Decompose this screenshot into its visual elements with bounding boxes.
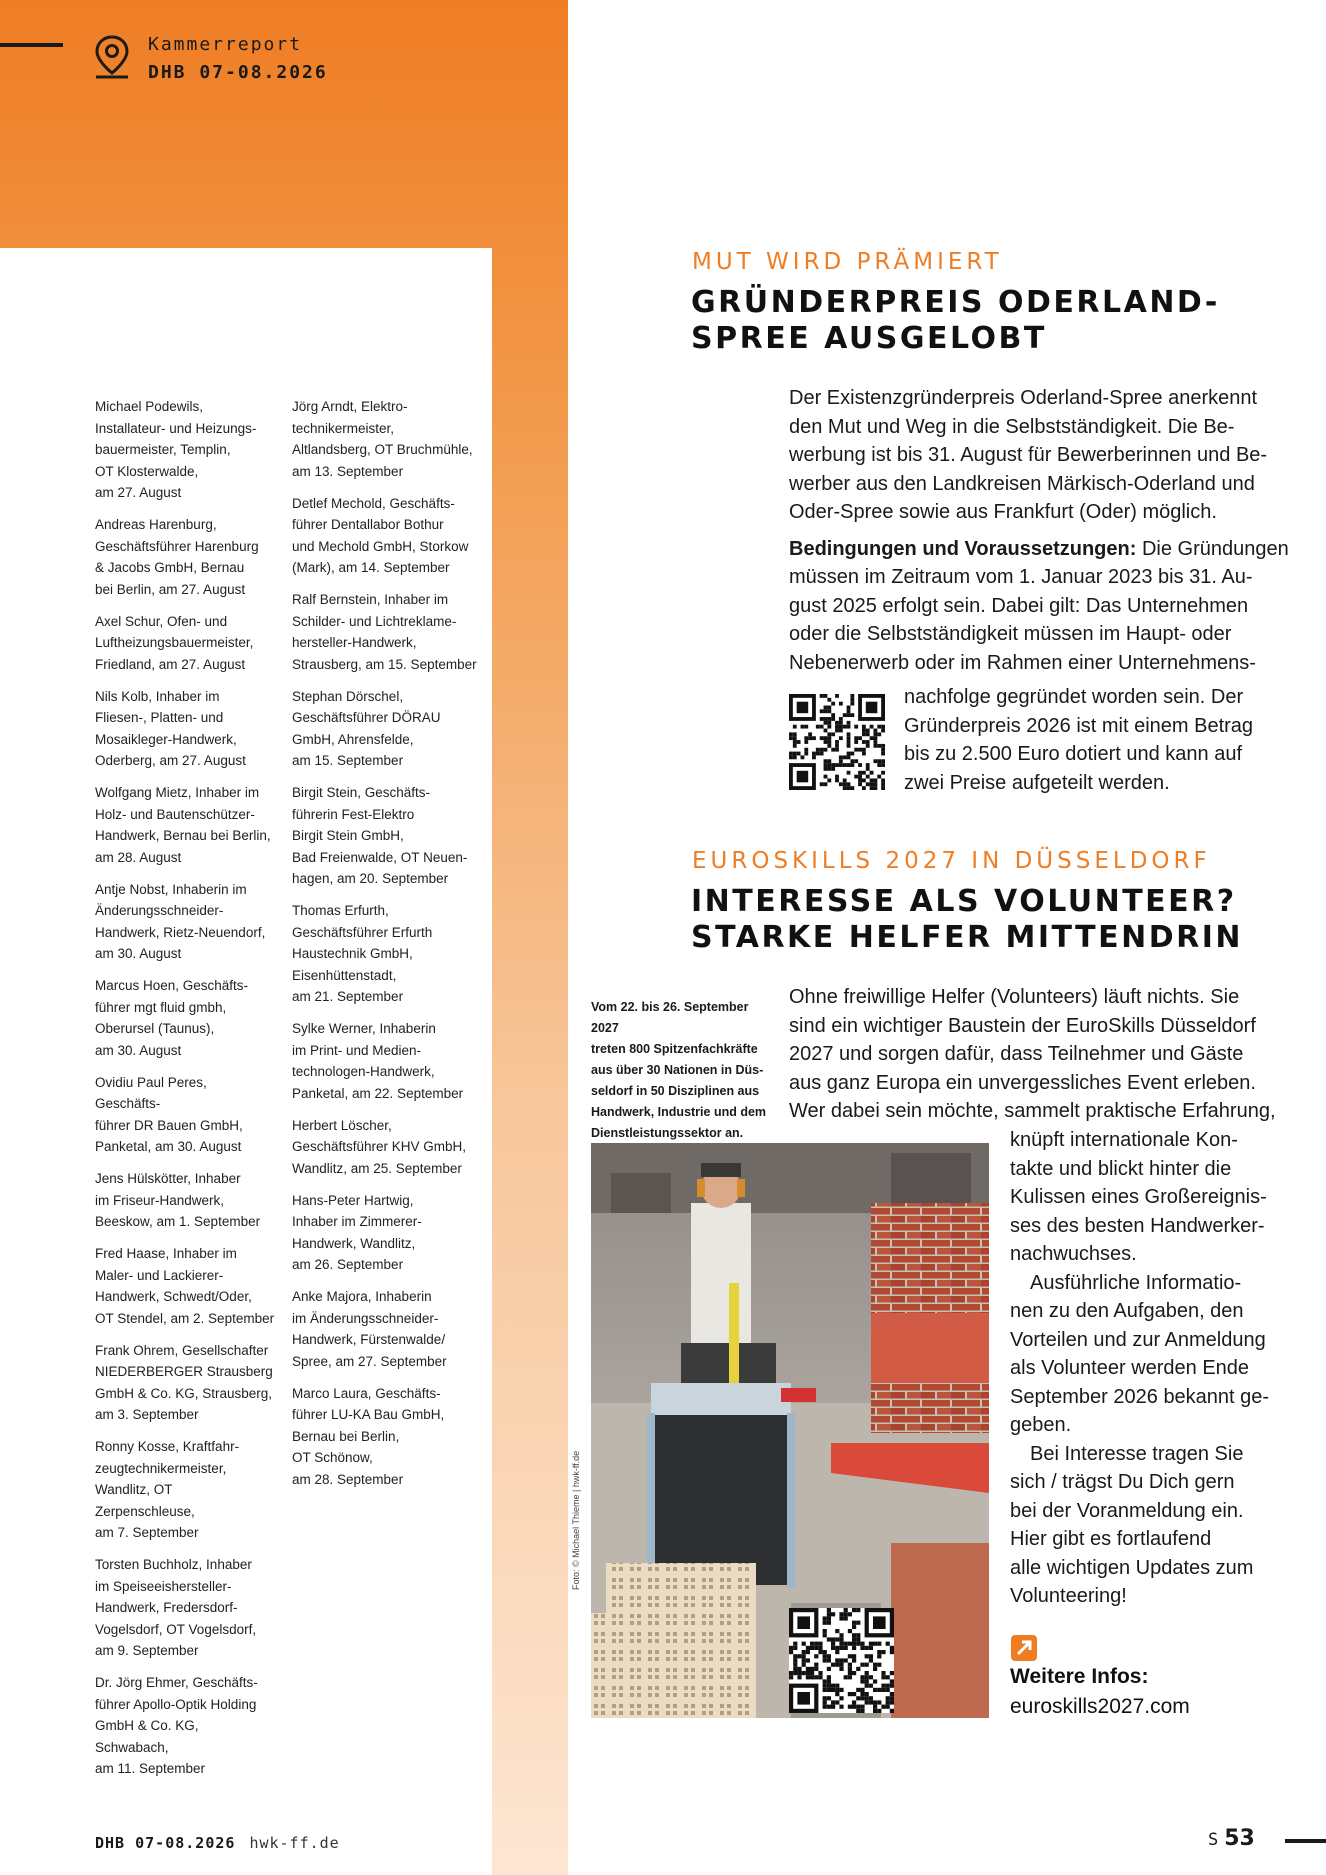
anniversary-list-col2 <box>292 396 482 1501</box>
article1-para2 <box>789 535 1289 678</box>
anniversary-entry: Thomas Erfurth, Geschäftsführer Erfurth Haustechnik GmbH, Eisenhüttenstadt, am 21. September <box>292 903 433 1004</box>
anniversary-entry: Wolfgang Mietz, Inhaber im Holz- und Bautenschützer- Handwerk, Bernau bei Berlin, am 28. August <box>95 785 271 865</box>
issue-label: DHB 07-08.2026 <box>148 62 328 83</box>
qr-code-euroskills[interactable] <box>789 1608 894 1713</box>
article1-headline <box>691 285 1220 357</box>
location-pin-icon <box>92 34 132 80</box>
anniversary-list-col1 <box>95 396 275 1790</box>
anniversary-entry: Frank Ohrem, Gesellschafter NIEDERBERGER Strausberg GmbH & Co. KG, Strausberg, am 3. September <box>95 1342 273 1422</box>
anniversary-entry: Dr. Jörg Ehmer, Geschäfts- führer Apollo-Optik Holding GmbH & Co. KG, Schwabach, am 11. September <box>95 1675 258 1776</box>
article2-headline <box>691 884 1243 956</box>
article1-headline-line2: SPREE AUSGELOBT <box>691 321 1047 356</box>
header-rule <box>0 43 63 47</box>
footer-issue: DHB 07-08.2026 <box>95 1834 236 1852</box>
page-number <box>1208 1826 1255 1851</box>
article2-headline-line1: INTERESSE ALS VOLUNTEER? <box>691 884 1237 919</box>
anniversary-entry: Nils Kolb, Inhaber im Fliesen-, Platten- und Mosaikleger-Handwerk, Oderberg, am 27. August <box>95 688 246 768</box>
article1-para2-text: Die Gründungen müssen im Zeitraum vom 1. Januar 2023 bis 31. Au- gust 2025 erfolgt sein. Dabei gilt: Das Unternehmen oder die Selbstständigkeit müssen im Haupt- oder Nebenerwerb oder im Rahmen einer Unternehmens- <box>789 537 1289 674</box>
anniversary-entry: Detlef Mechold, Geschäfts- führer Dentallabor Bothur und Mechold GmbH, Storkow (Mark), am 14. September <box>292 495 469 575</box>
photo-credit: Foto: © Michael Thieme | hwk-ff.de <box>571 1450 581 1590</box>
external-link-icon[interactable] <box>1011 1635 1037 1661</box>
page-number-value: 53 <box>1224 1826 1255 1851</box>
anniversary-entry: Andreas Harenburg, Geschäftsführer Harenburg & Jacobs GmbH, Bernau bei Berlin, am 27. August <box>95 517 259 597</box>
page-prefix: S <box>1208 1830 1219 1850</box>
anniversary-entry: Ralf Bernstein, Inhaber im Schilder- und Lichtreklame- hersteller-Handwerk, Strausberg, am 15. September <box>292 592 477 672</box>
anniversary-entry: Herbert Löscher, Geschäftsführer KHV GmbH, Wandlitz, am 25. September <box>292 1117 467 1176</box>
footer-rule <box>1285 1839 1326 1843</box>
anniversary-entry: Marco Laura, Geschäfts- führer LU-KA Bau GmbH, Bernau bei Berlin, OT Schönow, am 28. September <box>292 1385 445 1487</box>
article2-body-side <box>1010 1126 1272 1611</box>
article2-para-side3-text: Bei Interesse tragen Sie sich / trägst Du Dich gern bei der Voranmeldung ein. Hier gibt es fortlaufend alle wichtigen Updates zum Volunteering! <box>1010 1442 1254 1607</box>
anniversary-entry: Ovidiu Paul Peres, Geschäfts- führer DR Bauen GmbH, Panketal, am 30. August <box>95 1074 243 1154</box>
article1-body-qr-wrap <box>904 683 1284 797</box>
article1-body <box>789 384 1289 677</box>
anniversary-entry: Antje Nobst, Inhaberin im Änderungsschneider- Handwerk, Rietz-Neuendorf, am 30. August <box>95 881 266 961</box>
article1-para2-end: nachfolge gegründet worden sein. Der Gründerpreis 2026 ist mit einem Betrag bis zu 2.500 Euro dotiert und kann auf zwei Preise aufgeteilt werden. <box>904 686 1254 794</box>
anniversary-entry: Jörg Arndt, Elektro- technikermeister, Altlandsberg, OT Bruchmühle, am 13. September <box>292 399 473 479</box>
anniversary-entry: Birgit Stein, Geschäfts- führerin Fest-Elektro Birgit Stein GmbH, Bad Freienwalde, OT Neuen- hagen, am 20. September <box>292 785 468 886</box>
section-kicker: Kammerreport <box>148 34 303 55</box>
qr-code-gruenderpreis[interactable] <box>789 694 885 790</box>
footer-left <box>95 1834 340 1852</box>
anniversary-entry: Ronny Kosse, Kraftfahr- zeugtechnikermeister, Wandlitz, OT Zerpenschleuse, am 7. September <box>95 1439 240 1540</box>
article2-para-side: knüpft internationale Kon- takte und blickt hinter die Kulissen eines Großereignis- ses des besten Handwerker- nachwuchses. <box>1010 1129 1267 1265</box>
anniversary-entry: Sylke Werner, Inhaberin im Print- und Medien- technologen-Handwerk, Panketal, am 22. September <box>292 1021 464 1101</box>
article1-headline-line1: GRÜNDERPREIS ODERLAND- <box>691 285 1220 320</box>
article2-body-top <box>789 983 1289 1126</box>
article2-para-top: Ohne freiwillige Helfer (Volunteers) läuft nichts. Sie sind ein wichtiger Baustein der EuroSkills Düsseldorf 2027 und sorgen dafür, dass Teilnehmer und Gäste aus ganz Europa ein unvergessliches Event erleben. Wer dabei sein möchte, sammelt praktische Erfahrung, <box>789 986 1276 1122</box>
more-info-link[interactable]: euroskills2027.com <box>1010 1695 1190 1718</box>
article2-para-side3 <box>1010 1440 1272 1611</box>
footer-url[interactable]: hwk-ff.de <box>249 1834 340 1852</box>
anniversary-entry: Axel Schur, Ofen- und Luftheizungsbauermeister, Friedland, am 27. August <box>95 613 254 672</box>
anniversary-entry: Stephan Dörschel, Geschäftsführer DÖRAU GmbH, Ahrensfelde, am 15. September <box>292 688 441 768</box>
article2-para-side2 <box>1010 1269 1272 1440</box>
photo-caption: Vom 22. bis 26. September 2027 treten 800 Spitzenfachkräfte aus über 30 Nationen in Düs- seldorf in 50 Disziplinen aus Handwerk, Industrie und dem Dienstleistungssektor an. <box>591 1000 767 1140</box>
article2-kicker: EUROSKILLS 2027 IN DÜSSELDORF <box>692 848 1211 874</box>
anniversary-entry: Hans-Peter Hartwig, Inhaber im Zimmerer- Handwerk, Wandlitz, am 26. September <box>292 1192 422 1272</box>
article1-kicker: MUT WIRD PRÄMIERT <box>692 249 1003 275</box>
anniversary-entry: Fred Haase, Inhaber im Maler- und Lackierer- Handwerk, Schwedt/Oder, OT Stendel, am 2. September <box>95 1246 275 1326</box>
article1-para1: Der Existenzgründerpreis Oderland-Spree anerkennt den Mut und Weg in die Selbstständigkeit. Die Be- werbung ist bis 31. August für Bewerberinnen und Be- werber aus den Landkreisen Märkisch-Oderland und Oder-Spree sowie aus Frankfurt (Oder) möglich. <box>789 387 1268 523</box>
anniversary-entry: Marcus Hoen, Geschäfts- führer mgt fluid gmbh, Oberursel (Taunus), am 30. August <box>95 978 249 1058</box>
more-info-label: Weitere Infos: <box>1010 1665 1149 1688</box>
anniversary-entry: Jens Hülskötter, Inhaber im Friseur-Handwerk, Beeskow, am 1. September <box>95 1171 261 1229</box>
article2-headline-line2: STARKE HELFER MITTENDRIN <box>691 920 1243 955</box>
anniversary-entry: Anke Majora, Inhaberin im Änderungsschneider- Handwerk, Fürstenwalde/ Spree, am 27. September <box>292 1289 447 1369</box>
article2-para-side2-text: Ausführliche Informatio- nen zu den Aufgaben, den Vorteilen und zur Anmeldung als Volunteer werden Ende September 2026 bekannt ge- geben. <box>1010 1271 1270 1436</box>
article1-para2-bold: Bedingungen und Voraussetzungen: <box>789 537 1137 560</box>
anniversary-entry: Michael Podewils, Installateur- und Heizungs- bauermeister, Templin, OT Klosterwalde, am 27. August <box>95 399 257 500</box>
anniversary-entry: Torsten Buchholz, Inhaber im Speiseeishersteller- Handwerk, Fredersdorf- Vogelsdorf, OT Vogelsdorf, am 9. September <box>95 1557 257 1658</box>
